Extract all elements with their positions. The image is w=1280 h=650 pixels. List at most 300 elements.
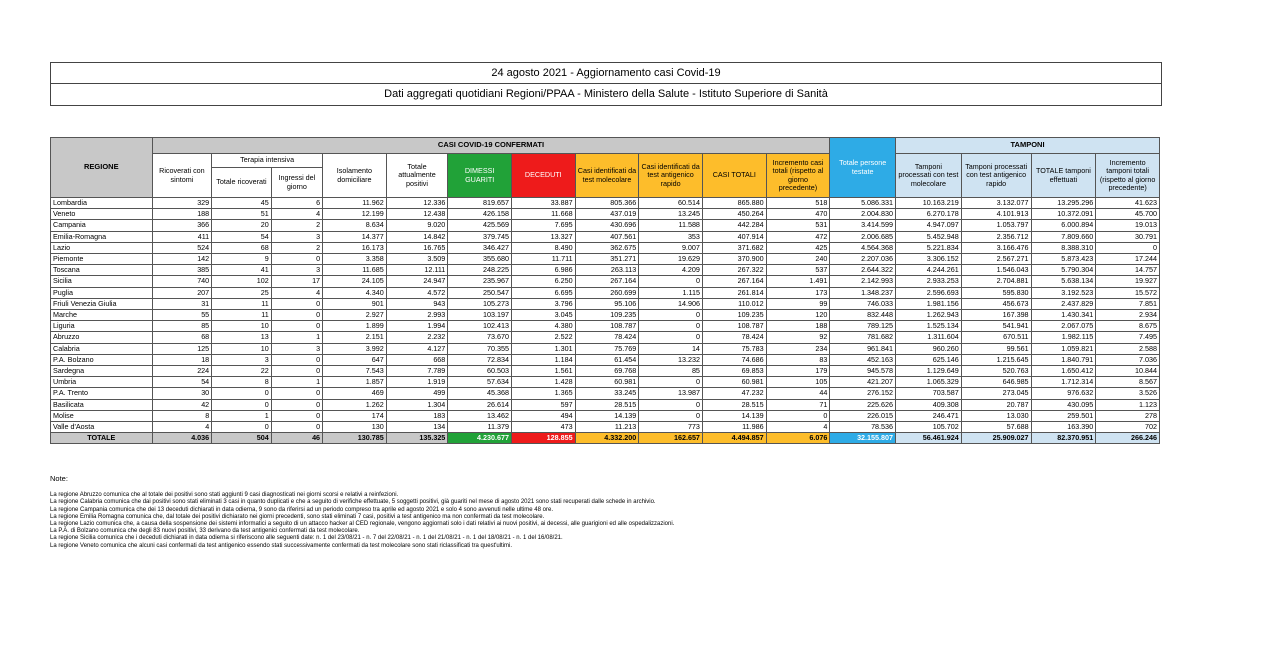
table-cell: 8.388.310 <box>1031 242 1096 253</box>
note-line: La regione Abruzzo comunica che al totale dei positivi sono stati aggiunti 9 casi diagnosticati nei giorni scorsi e relativi a reinfezioni. <box>50 492 399 499</box>
table-cell: 10.163.219 <box>896 198 962 209</box>
table-cell: 1.491 <box>766 276 830 287</box>
totals-cell: 4.036 <box>152 433 212 444</box>
table-cell: 470 <box>766 209 830 220</box>
table-cell: 0 <box>271 388 322 399</box>
table-cell: 207 <box>152 287 212 298</box>
region-name: Valle d'Aosta <box>51 422 153 433</box>
table-cell: 668 <box>386 354 448 365</box>
table-cell: 14.139 <box>702 410 766 421</box>
table-cell: 0 <box>639 399 703 410</box>
table-cell: 10.844 <box>1096 366 1160 377</box>
table-cell: 14.757 <box>1096 265 1160 276</box>
table-cell: 407.561 <box>575 231 639 242</box>
col-header-tamponi-molecolare: Tamponi processati con test molecolare <box>896 154 962 198</box>
table-cell: 0 <box>271 399 322 410</box>
table-cell: 351.271 <box>575 254 639 265</box>
table-cell: 83 <box>766 354 830 365</box>
table-cell: 55 <box>152 310 212 321</box>
table-cell: 120 <box>766 310 830 321</box>
totals-cell: 32.155.807 <box>830 433 896 444</box>
table-cell: 702 <box>1096 422 1160 433</box>
region-name: Liguria <box>51 321 153 332</box>
notes-list <box>50 492 1200 550</box>
col-header-totale-ricoverati: Totale ricoverati <box>212 168 272 198</box>
group-header-casi: CASI COVID-19 CONFERMATI <box>152 138 830 154</box>
table-cell: 13.245 <box>639 209 703 220</box>
table-cell: 8 <box>152 410 212 421</box>
table-cell: 19.927 <box>1096 276 1160 287</box>
table-cell: 261.814 <box>702 287 766 298</box>
table-cell: 425.569 <box>448 220 512 231</box>
table-cell: 105.273 <box>448 298 512 309</box>
table-cell: 25 <box>212 287 272 298</box>
table-cell: 9 <box>212 254 272 265</box>
table-cell: 75.783 <box>702 343 766 354</box>
notes-title: Note: <box>50 474 68 483</box>
table-cell: 7.036 <box>1096 354 1160 365</box>
table-cell: 267.164 <box>702 276 766 287</box>
table-cell: 42 <box>152 399 212 410</box>
table-cell: 4.947.097 <box>896 220 962 231</box>
col-header-ingressi: Ingressi del giorno <box>271 168 322 198</box>
table-cell: 8.634 <box>323 220 387 231</box>
col-header-tamponi-totale: TOTALE tamponi effettuati <box>1031 154 1096 198</box>
table-cell: 703.587 <box>896 388 962 399</box>
table-cell: 0 <box>212 399 272 410</box>
table-cell: 773 <box>639 422 703 433</box>
table-cell: 4.380 <box>511 321 575 332</box>
table-cell: 3.192.523 <box>1031 287 1096 298</box>
table-cell: 102.413 <box>448 321 512 332</box>
table-cell: 3.414.599 <box>830 220 896 231</box>
table-cell: 379.745 <box>448 231 512 242</box>
table-cell: 85 <box>639 366 703 377</box>
table-cell: 469 <box>323 388 387 399</box>
table-cell: 6 <box>271 198 322 209</box>
table-row <box>51 310 1160 321</box>
table-cell: 51 <box>212 209 272 220</box>
note-line: La regione Lazio comunica che, a causa della sospensione dei sistemi informatici a seguito di un attacco hacker al CED regionale, vengono aggiornati solo i dati relativi ai nuovi positivi, ai decessi, alle guarigioni ed alle ospedalizzazioni. <box>50 521 675 528</box>
region-name: Abruzzo <box>51 332 153 343</box>
table-cell: 2.142.993 <box>830 276 896 287</box>
table-cell: 499 <box>386 388 448 399</box>
region-name: P.A. Bolzano <box>51 354 153 365</box>
table-cell: 670.511 <box>961 332 1031 343</box>
table-cell: 5.221.834 <box>896 242 962 253</box>
table-cell: 4.244.261 <box>896 265 962 276</box>
table-cell: 11 <box>212 310 272 321</box>
table-cell: 407.914 <box>702 231 766 242</box>
table-cell: 11.213 <box>575 422 639 433</box>
table-cell: 1.184 <box>511 354 575 365</box>
table-cell: 426.158 <box>448 209 512 220</box>
table-cell: 346.427 <box>448 242 512 253</box>
table-row <box>51 321 1160 332</box>
table-cell: 1.561 <box>511 366 575 377</box>
table-cell: 960.260 <box>896 343 962 354</box>
table-cell: 167.398 <box>961 310 1031 321</box>
table-cell: 7.809.660 <box>1031 231 1096 242</box>
table-cell: 0 <box>1096 242 1160 253</box>
table-cell: 6.000.894 <box>1031 220 1096 231</box>
table-cell: 105 <box>766 377 830 388</box>
table-cell: 473 <box>511 422 575 433</box>
table-cell: 450.264 <box>702 209 766 220</box>
table-cell: 1.981.156 <box>896 298 962 309</box>
table-cell: 12.199 <box>323 209 387 220</box>
table-cell: 163.390 <box>1031 422 1096 433</box>
table-cell: 2 <box>271 220 322 231</box>
notes-section <box>50 475 1200 550</box>
totals-cell: 266.246 <box>1096 433 1160 444</box>
region-name: Toscana <box>51 265 153 276</box>
table-cell: 1.129.649 <box>896 366 962 377</box>
table-cell: 14 <box>639 343 703 354</box>
table-cell: 110.012 <box>702 298 766 309</box>
table-cell: 5.790.304 <box>1031 265 1096 276</box>
table-cell: 531 <box>766 220 830 231</box>
table-cell: 31 <box>152 298 212 309</box>
region-name: Sardegna <box>51 366 153 377</box>
table-cell: 355.680 <box>448 254 512 265</box>
table-cell: 99.561 <box>961 343 1031 354</box>
table-cell: 520.763 <box>961 366 1031 377</box>
table-cell: 2.004.830 <box>830 209 896 220</box>
table-cell: 411 <box>152 231 212 242</box>
table-cell: 1.115 <box>639 287 703 298</box>
table-cell: 5.638.134 <box>1031 276 1096 287</box>
table-cell: 13.232 <box>639 354 703 365</box>
totals-cell: 82.370.951 <box>1031 433 1096 444</box>
table-cell: 7.543 <box>323 366 387 377</box>
table-cell: 1.301 <box>511 343 575 354</box>
table-cell: 26.614 <box>448 399 512 410</box>
table-cell: 1.311.604 <box>896 332 962 343</box>
table-cell: 24.947 <box>386 276 448 287</box>
report-title-box <box>50 62 1162 106</box>
table-cell: 1.262 <box>323 399 387 410</box>
region-name: Calabria <box>51 343 153 354</box>
table-cell: 260.699 <box>575 287 639 298</box>
table-cell: 14.139 <box>575 410 639 421</box>
table-cell: 805.366 <box>575 198 639 209</box>
totals-cell: 56.461.924 <box>896 433 962 444</box>
table-cell: 11.685 <box>323 265 387 276</box>
table-cell: 10 <box>212 343 272 354</box>
table-cell: 78.424 <box>702 332 766 343</box>
table-cell: 366 <box>152 220 212 231</box>
table-cell: 740 <box>152 276 212 287</box>
table-cell: 267.322 <box>702 265 766 276</box>
table-cell: 75.769 <box>575 343 639 354</box>
table-cell: 41.623 <box>1096 198 1160 209</box>
table-cell: 437.019 <box>575 209 639 220</box>
table-cell: 901 <box>323 298 387 309</box>
region-name: Basilicata <box>51 399 153 410</box>
table-cell: 943 <box>386 298 448 309</box>
table-cell: 60.503 <box>448 366 512 377</box>
table-cell: 2.927 <box>323 310 387 321</box>
col-header-attualmente-positivi: Totale attualmente positivi <box>386 154 448 198</box>
report-subtitle: Dati aggregati quotidiani Regioni/PPAA - Ministero della Salute - Istituto Superiore di Sanità <box>384 88 828 100</box>
table-cell: 1.059.821 <box>1031 343 1096 354</box>
table-cell: 0 <box>271 310 322 321</box>
table-row <box>51 254 1160 265</box>
table-cell: 3 <box>271 265 322 276</box>
table-cell: 278 <box>1096 410 1160 421</box>
table-cell: 595.830 <box>961 287 1031 298</box>
totals-cell: 4.332.200 <box>575 433 639 444</box>
table-cell: 4.209 <box>639 265 703 276</box>
table-cell: 0 <box>271 298 322 309</box>
table-cell: 0 <box>271 410 322 421</box>
table-cell: 2.933.253 <box>896 276 962 287</box>
table-cell: 13.462 <box>448 410 512 421</box>
table-row <box>51 388 1160 399</box>
table-cell: 20 <box>212 220 272 231</box>
table-cell: 2.934 <box>1096 310 1160 321</box>
table-cell: 19.013 <box>1096 220 1160 231</box>
table-cell: 61.454 <box>575 354 639 365</box>
table-cell: 0 <box>212 388 272 399</box>
col-header-casi-totali: CASI TOTALI <box>702 154 766 198</box>
table-cell: 109.235 <box>702 310 766 321</box>
table-cell: 103.197 <box>448 310 512 321</box>
table-cell: 0 <box>271 321 322 332</box>
table-row <box>51 399 1160 410</box>
totals-row <box>51 433 1160 444</box>
table-cell: 371.682 <box>702 242 766 253</box>
table-cell: 2.437.829 <box>1031 298 1096 309</box>
table-cell: 2.567.271 <box>961 254 1031 265</box>
table-cell: 134 <box>386 422 448 433</box>
table-cell: 2.704.881 <box>961 276 1031 287</box>
table-cell: 524 <box>152 242 212 253</box>
table-cell: 0 <box>766 410 830 421</box>
table-cell: 945.578 <box>830 366 896 377</box>
table-cell: 10.372.091 <box>1031 209 1096 220</box>
col-header-ricoverati: Ricoverati con sintomi <box>152 154 212 198</box>
table-cell: 173 <box>766 287 830 298</box>
table-row <box>51 332 1160 343</box>
group-header-tamponi: TAMPONI <box>896 138 1160 154</box>
table-cell: 11 <box>212 298 272 309</box>
totals-cell: 135.325 <box>386 433 448 444</box>
col-header-persone-testate: Totale persone testate <box>830 138 896 198</box>
table-cell: 329 <box>152 198 212 209</box>
table-cell: 9.020 <box>386 220 448 231</box>
region-name: Sicilia <box>51 276 153 287</box>
table-cell: 2.596.693 <box>896 287 962 298</box>
table-cell: 452.163 <box>830 354 896 365</box>
table-cell: 125 <box>152 343 212 354</box>
table-cell: 1.348.237 <box>830 287 896 298</box>
table-cell: 225.626 <box>830 399 896 410</box>
table-cell: 45 <box>212 198 272 209</box>
table-cell: 13 <box>212 332 272 343</box>
table-cell: 73.670 <box>448 332 512 343</box>
table-cell: 2 <box>271 242 322 253</box>
table-cell: 33.245 <box>575 388 639 399</box>
table-cell: 1.982.115 <box>1031 332 1096 343</box>
table-cell: 3 <box>271 343 322 354</box>
col-header-deceduti: DECEDUTI <box>511 154 575 198</box>
table-cell: 0 <box>271 254 322 265</box>
table-cell: 6.695 <box>511 287 575 298</box>
table-cell: 72.834 <box>448 354 512 365</box>
table-cell: 0 <box>639 377 703 388</box>
table-row <box>51 209 1160 220</box>
table-cell: 472 <box>766 231 830 242</box>
table-cell: 1.065.329 <box>896 377 962 388</box>
table-cell: 3.509 <box>386 254 448 265</box>
table-cell: 4 <box>271 209 322 220</box>
table-cell: 235.967 <box>448 276 512 287</box>
table-cell: 4 <box>271 287 322 298</box>
table-cell: 20.787 <box>961 399 1031 410</box>
table-cell: 3.992 <box>323 343 387 354</box>
table-cell: 11.986 <box>702 422 766 433</box>
table-cell: 1.919 <box>386 377 448 388</box>
table-cell: 226.015 <box>830 410 896 421</box>
table-row <box>51 410 1160 421</box>
table-cell: 865.880 <box>702 198 766 209</box>
totals-cell: 130.785 <box>323 433 387 444</box>
table-row <box>51 265 1160 276</box>
table-cell: 22 <box>212 366 272 377</box>
note-line: La P.A. di Bolzano comunica che degli 83 nuovi positivi, 33 derivano da test antigenici confermati da test molecolare. <box>50 528 360 535</box>
region-name: Umbria <box>51 377 153 388</box>
report-title: 24 agosto 2021 - Aggiornamento casi Covid-19 <box>491 67 721 79</box>
table-cell: 85 <box>152 321 212 332</box>
table-cell: 3.045 <box>511 310 575 321</box>
table-cell: 1.899 <box>323 321 387 332</box>
table-cell: 1.650.412 <box>1031 366 1096 377</box>
table-cell: 267.164 <box>575 276 639 287</box>
table-cell: 1.365 <box>511 388 575 399</box>
table-cell: 47.232 <box>702 388 766 399</box>
totals-cell: 504 <box>212 433 272 444</box>
col-header-incremento-casi: Incremento casi totali (rispetto al giorno precedente) <box>766 154 830 198</box>
table-cell: 16.765 <box>386 242 448 253</box>
table-cell: 0 <box>639 410 703 421</box>
table-cell: 188 <box>152 209 212 220</box>
group-header-terapia: Terapia intensiva <box>212 154 323 168</box>
table-cell: 273.045 <box>961 388 1031 399</box>
col-header-isolamento: Isolamento domiciliare <box>323 154 387 198</box>
table-cell: 57.634 <box>448 377 512 388</box>
table-cell: 99 <box>766 298 830 309</box>
totals-cell: 46 <box>271 433 322 444</box>
table-cell: 41 <box>212 265 272 276</box>
table-cell: 24.105 <box>323 276 387 287</box>
table-row <box>51 422 1160 433</box>
totals-label: TOTALE <box>51 433 153 444</box>
table-cell: 4 <box>766 422 830 433</box>
region-name: P.A. Trento <box>51 388 153 399</box>
table-row <box>51 377 1160 388</box>
table-cell: 44 <box>766 388 830 399</box>
table-cell: 1 <box>212 410 272 421</box>
table-row <box>51 276 1160 287</box>
table-row <box>51 354 1160 365</box>
table-cell: 1.430.341 <box>1031 310 1096 321</box>
table-cell: 537 <box>766 265 830 276</box>
region-name: Campania <box>51 220 153 231</box>
region-name: Veneto <box>51 209 153 220</box>
table-cell: 13.987 <box>639 388 703 399</box>
table-cell: 385 <box>152 265 212 276</box>
table-cell: 4.564.368 <box>830 242 896 253</box>
table-cell: 430.696 <box>575 220 639 231</box>
table-cell: 33.887 <box>511 198 575 209</box>
note-line: La regione Veneto comunica che alcuni casi confermati da test antigenico essendo stati successivamente confermati da test molecolare sono stati riclassificati tra quest'ultimi. <box>50 542 513 549</box>
totals-cell: 162.657 <box>639 433 703 444</box>
table-body <box>51 198 1160 444</box>
table-cell: 3.166.476 <box>961 242 1031 253</box>
table-cell: 234 <box>766 343 830 354</box>
region-name: Marche <box>51 310 153 321</box>
table-cell: 7.851 <box>1096 298 1160 309</box>
table-cell: 409.308 <box>896 399 962 410</box>
table-cell: 976.632 <box>1031 388 1096 399</box>
table-cell: 142 <box>152 254 212 265</box>
table-cell: 1 <box>271 377 322 388</box>
table-cell: 746.033 <box>830 298 896 309</box>
table-cell: 54 <box>152 377 212 388</box>
table-cell: 248.225 <box>448 265 512 276</box>
table-cell: 3.358 <box>323 254 387 265</box>
table-cell: 69.853 <box>702 366 766 377</box>
table-cell: 3.526 <box>1096 388 1160 399</box>
table-cell: 13.295.296 <box>1031 198 1096 209</box>
table-cell: 70.355 <box>448 343 512 354</box>
table-cell: 961.841 <box>830 343 896 354</box>
table-cell: 1.053.797 <box>961 220 1031 231</box>
table-cell: 6.270.178 <box>896 209 962 220</box>
table-cell: 0 <box>639 276 703 287</box>
table-cell: 60.981 <box>575 377 639 388</box>
table-cell: 19.629 <box>639 254 703 265</box>
table-cell: 102 <box>212 276 272 287</box>
table-cell: 92 <box>766 332 830 343</box>
region-name: Piemonte <box>51 254 153 265</box>
note-line: La regione Campania comunica che dei 13 deceduti dichiarati in data odierna, 9 sono da riferirsi ad un periodo compreso tra aprile ed agosto 2021 e solo 4 sono avvenuti nelle ultime 48 ore. <box>50 506 553 513</box>
table-cell: 647 <box>323 354 387 365</box>
table-cell: 1.525.134 <box>896 321 962 332</box>
table-cell: 18 <box>152 354 212 365</box>
table-cell: 1.123 <box>1096 399 1160 410</box>
table-row <box>51 287 1160 298</box>
table-cell: 17.244 <box>1096 254 1160 265</box>
note-line: La regione Calabria comunica che dai positivi sono stati eliminati 3 casi in quanto duplicati e che a seguito di verifiche effettuate, 5 soggetti positivi, già guariti nel mese di agosto 2021 sono stati recuperati dalle schede in archivio. <box>50 499 656 506</box>
table-cell: 7.789 <box>386 366 448 377</box>
table-cell: 3 <box>271 231 322 242</box>
table-cell: 8.490 <box>511 242 575 253</box>
table-cell: 224 <box>152 366 212 377</box>
table-cell: 1.262.943 <box>896 310 962 321</box>
table-cell: 4.127 <box>386 343 448 354</box>
table-cell: 259.501 <box>1031 410 1096 421</box>
table-cell: 425 <box>766 242 830 253</box>
table-cell: 28.515 <box>702 399 766 410</box>
table-cell: 60.981 <box>702 377 766 388</box>
table-cell: 11.711 <box>511 254 575 265</box>
table-cell: 71 <box>766 399 830 410</box>
table-cell: 5.452.948 <box>896 231 962 242</box>
table-cell: 2.232 <box>386 332 448 343</box>
